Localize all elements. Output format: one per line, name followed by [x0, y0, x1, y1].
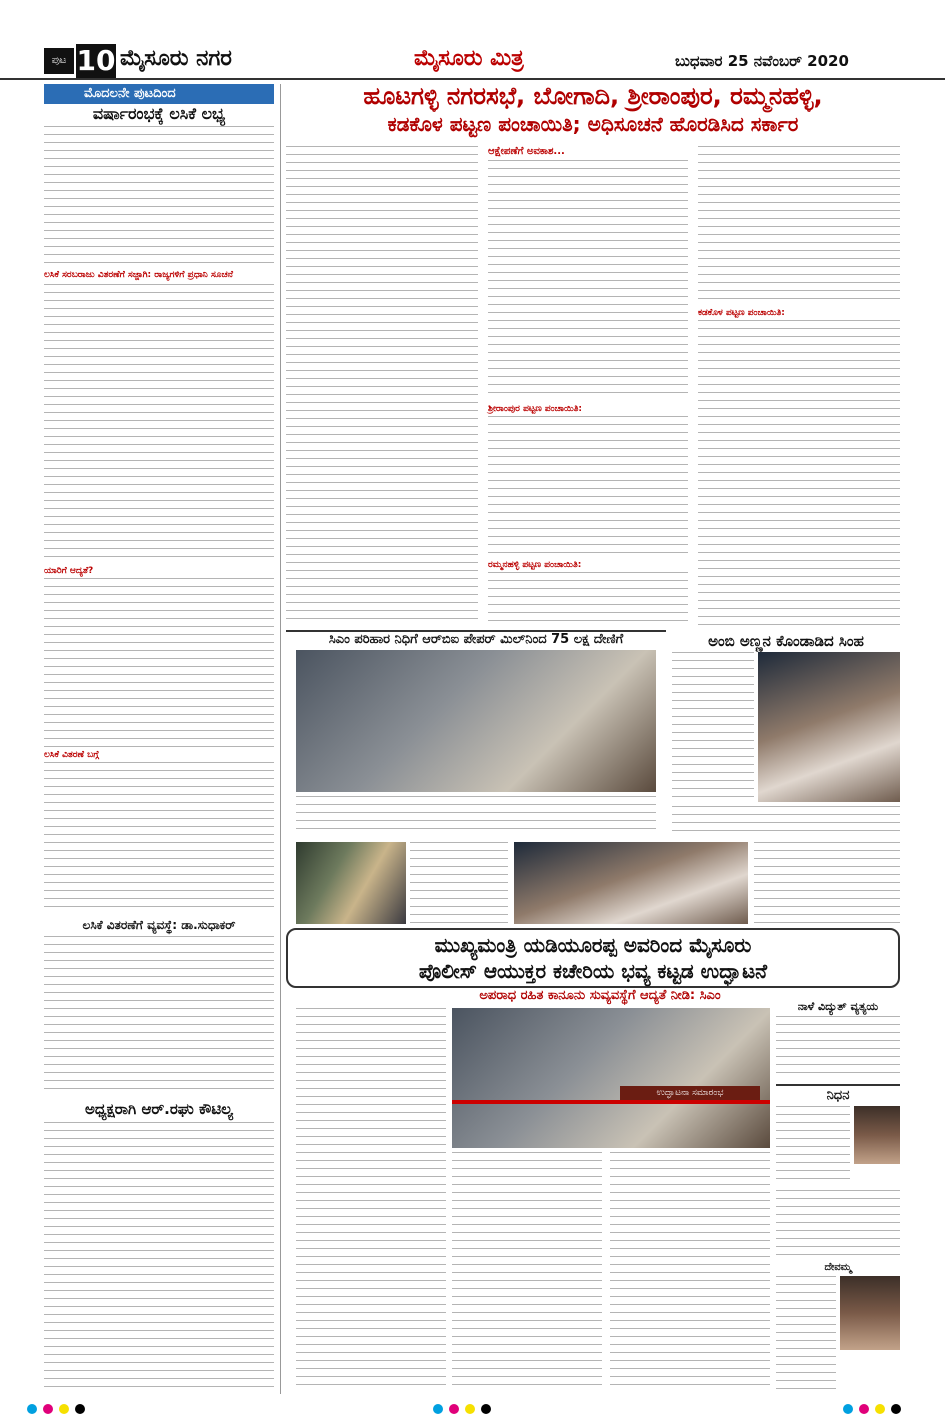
- page-number: 10: [76, 44, 116, 77]
- article-body: [672, 652, 754, 802]
- black-dot: [481, 1404, 491, 1414]
- left-subhead-3: ಲಸಿಕೆ ವಿತರಣೆ ಬಗ್ಗೆ: [44, 750, 100, 760]
- magenta-dot: [859, 1404, 869, 1414]
- article-body: [488, 572, 688, 626]
- article-body: [296, 1008, 446, 1392]
- article-body: [44, 1122, 274, 1392]
- photo-caption: [296, 796, 656, 836]
- article-body: [698, 146, 900, 306]
- article-body: [44, 126, 274, 266]
- inauguration-banner: ಉದ್ಘಾಟನಾ ಸಮಾರಂಭ: [620, 1086, 760, 1100]
- article-body: [672, 806, 900, 836]
- obituary-name: ದೇವಮ್ಮ: [824, 1262, 852, 1273]
- inauguration-photo: [452, 1008, 770, 1148]
- rbi-box-title: ಸಿಎಂ ಪರಿಹಾರ ನಿಧಿಗೆ ಆರ್‌ಬಿಐ ಪೇಪರ್ ಮಿಲ್‌ನಿಂದ 75 ಲಕ್ಷ ದೇಣಿಗೆ: [328, 632, 624, 647]
- black-dot: [891, 1404, 901, 1414]
- photo-caption: [410, 842, 508, 924]
- bottom-headline-1: ಮುಖ್ಯಮಂತ್ರಿ ಯಡಿಯೂರಪ್ಪ ಅವರಿಂದ ಮೈಸೂರು: [434, 933, 752, 957]
- photo-caption: [754, 842, 900, 924]
- issue-date: ಬುಧವಾರ 25 ನವೆಂಬರ್ 2020: [675, 52, 849, 70]
- top-subhead-b: ಶ್ರೀರಾಂಪುರ ಪಟ್ಟಣ ಪಂಚಾಯಿತಿ:: [488, 404, 582, 414]
- article-body: [488, 416, 688, 556]
- yellow-dot: [59, 1404, 69, 1414]
- obituary-photo: [854, 1106, 900, 1164]
- top-headline-2: ಕಡಕೊಳ ಪಟ್ಟಣ ಪಂಚಾಯಿತಿ; ಅಧಿಸೂಚನೆ ಹೊರಡಿಸಿದ ಸರ್ಕಾರ: [387, 112, 799, 136]
- paper-name: ಮೈಸೂರು ಮಿತ್ರ: [414, 46, 524, 71]
- cheque-presentation-photo: [296, 650, 656, 792]
- magenta-dot: [449, 1404, 459, 1414]
- magenta-dot: [43, 1404, 53, 1414]
- event-photo: [296, 842, 406, 924]
- power-headline: ನಾಳೆ ವಿದ್ಯುತ್ ವ್ಯತ್ಯಯ: [797, 1000, 879, 1013]
- masthead: [0, 0, 945, 80]
- section-title: ಮೈಸೂರು ನಗರ: [120, 46, 232, 71]
- article-body: [776, 1190, 900, 1260]
- top-subhead-d: ಕಡಕೊಳ ಪಟ್ಟಣ ಪಂಚಾಯಿತಿ:: [698, 308, 785, 318]
- bottom-headline-2: ಪೊಲೀಸ್ ಆಯುಕ್ತರ ಕಚೇರಿಯ ಭವ್ಯ ಕಟ್ಟಡ ಉದ್ಘಾಟನೆ: [418, 959, 768, 983]
- article-body: [698, 320, 900, 626]
- left-headline-2: ಲಸಿಕೆ ವಿತರಣೆಗೆ ವ್ಯವಸ್ಥೆ: ಡಾ.ಸುಧಾಕರ್: [82, 918, 236, 932]
- column-rule: [280, 84, 281, 1394]
- cyan-dot: [27, 1404, 37, 1414]
- ambi-box-title: ಅಂಬಿ ಅಣ್ಣನ ಕೊಂಡಾಡಿದ ಸಿಂಹ: [708, 632, 864, 650]
- article-body: [776, 1276, 836, 1392]
- page-label: ಪುಟ: [44, 48, 74, 74]
- yellow-dot: [875, 1404, 885, 1414]
- registration-strip: [0, 1398, 945, 1418]
- article-body: [44, 284, 274, 564]
- bottom-deck: ಅಪರಾಧ ರಹಿತ ಕಾನೂನು ಸುವ್ಯವಸ್ಥೆಗೆ ಆದ್ಯತೆ ನೀಡಿ: ಸಿಎಂ: [479, 988, 721, 1003]
- yellow-dot: [465, 1404, 475, 1414]
- top-headline-1: ಹೂಟಗಳ್ಳಿ ನಗರಸಭೆ, ಬೋಗಾದಿ, ಶ್ರೀರಾಂಪುರ, ರಮ್ಮನಹಳ್ಳಿ,: [363, 82, 823, 110]
- obituary-photo-2: [840, 1276, 900, 1350]
- ribbon: [452, 1100, 770, 1104]
- left-headline-3: ಅಧ್ಯಕ್ಷರಾಗಿ ಆರ್.ರಘು ಕೌಟಿಲ್ಯ: [85, 1100, 233, 1118]
- article-body: [44, 762, 274, 912]
- divider: [776, 1084, 900, 1086]
- black-dot: [75, 1404, 85, 1414]
- article-body: [776, 1016, 900, 1076]
- article-body: [286, 146, 478, 626]
- event-photo-2: [514, 842, 748, 924]
- article-body: [44, 936, 274, 1096]
- article-body: [44, 578, 274, 748]
- cyan-dot: [433, 1404, 443, 1414]
- obituary-heading: ನಿಧನ: [826, 1088, 850, 1103]
- portrait-photo: [758, 652, 900, 802]
- article-body: [776, 1106, 850, 1186]
- lead-headline: ವರ್ಷಾರಂಭಕ್ಕೆ ಲಸಿಕೆ ಲಭ್ಯ: [92, 104, 226, 123]
- top-subhead-a: ಆಕ್ಷೇಪಣೆಗೆ ಅವಕಾಶ...: [488, 146, 565, 157]
- article-body: [452, 1152, 602, 1392]
- article-body: [610, 1152, 770, 1392]
- left-subhead-2: ಯಾರಿಗೆ ಆದ್ಯತೆ?: [44, 566, 94, 576]
- continued-bar: ಮೊದಲನೇ ಪುಟದಿಂದ: [44, 84, 274, 104]
- top-subhead-c: ರಮ್ಮನಹಳ್ಳಿ ಪಟ್ಟಣ ಪಂಚಾಯಿತಿ:: [488, 560, 582, 570]
- left-subhead-1: ಲಸಿಕೆ ಸರಬರಾಜು ವಿತರಣೆಗೆ ಸಜ್ಜಾಗಿ: ರಾಜ್ಯಗಳಿಗೆ ಪ್ರಧಾನಿ ಸೂಚನೆ: [44, 270, 233, 280]
- article-body: [488, 160, 688, 400]
- cyan-dot: [843, 1404, 853, 1414]
